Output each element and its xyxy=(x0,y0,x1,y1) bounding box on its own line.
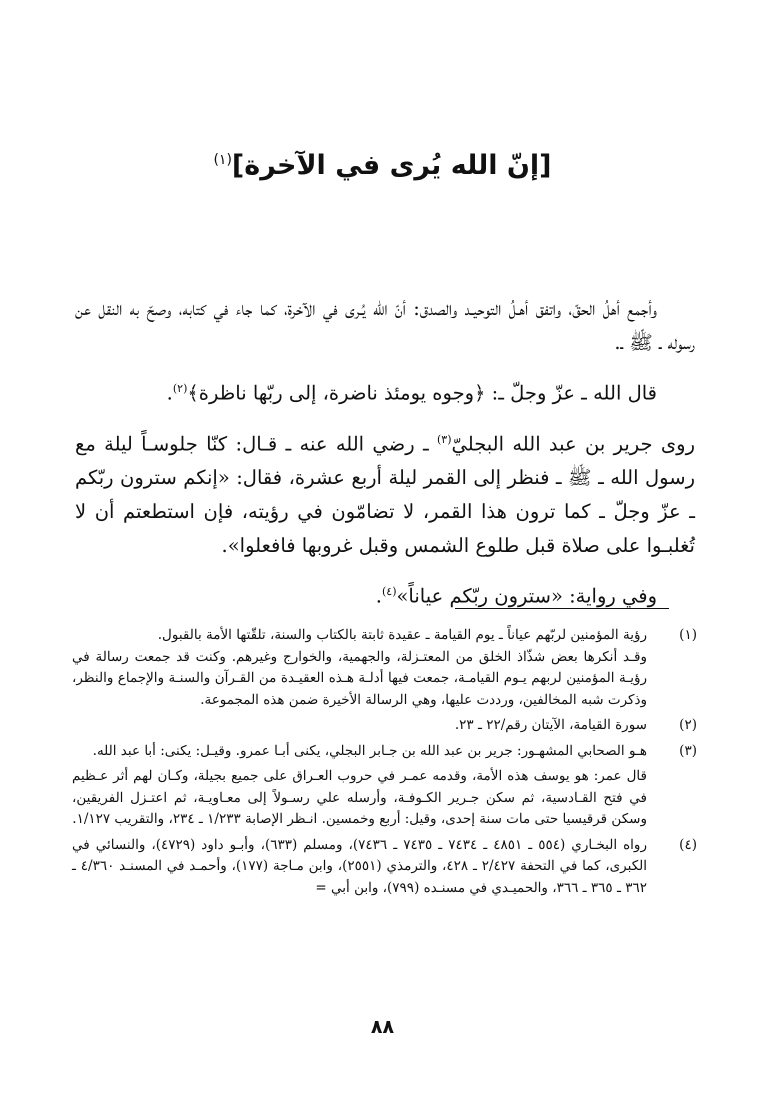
footnote-text: وقـد أنكرها بعض شذّاذ الخلق من المعتـزلة، والجهمية، والخوارج وغيرهم. وكنت قد جمعت رسالة في رؤيـة المؤمنين لربهم يـوم القيامـة، جمعت فيها أدلـة هـذه العقيـدة من القـرآن والسنـة والإجماع والنظر، وذكرت شبه المخالفين، ورددت عليها، وهي الرسالة الأخيرة ضمن هذه المجموعة. xyxy=(72,648,647,708)
paragraph-quran-verse: قال الله ـ عزّ وجلّ ـ: ﴿وجوه يومئذ ناضرة، إلى ربّها ناظرة﴾$^{(٢)}$. xyxy=(166,381,657,405)
footnote-number: (٤) xyxy=(679,836,697,853)
chapter-title-footnote-ref: (١) xyxy=(213,152,232,168)
footnote-number: (٢) xyxy=(679,717,697,733)
footnote-1 xyxy=(72,625,697,711)
riwaya-text: وفي رواية: «سترون ربّكم عياناً» xyxy=(396,584,657,608)
footnote-3 xyxy=(72,741,697,831)
footnote-text: رؤية المؤمنين لربّهم عياناً ـ يوم القيامة ـ عقيدة ثابتة بالكتاب والسنة، تلقّتها الأمة بالقبول. xyxy=(157,627,647,643)
hadith-narrator: روى جرير بن عبد الله البجليّ xyxy=(451,432,695,455)
chapter-title xyxy=(0,150,765,181)
footnote-divider xyxy=(455,608,669,609)
footnote-text: رواه البخـاري (٥٥٤ ـ ٤٨٥١ ـ ٧٤٣٤ ـ ٧٤٣٥ ـ ٧٤٣٦)، ومسلم (٦٣٣)، وأبـو داود (٤٧٢٩)، والنسائي في الكبرى، كما في التحفة ٢/٤٢٧ ـ ٤٢٨، والترمذي (٢٥٥١)، وابن مـاجة (١٧٧)، وأحمـد في المسنـد ٤/٣٦٠ ـ ٣٦٢ ـ ٣٦٥ ـ ٣٦٦، والحميـدي في مسنـده (٧٩٩)، وابن أبي = xyxy=(72,836,648,896)
paragraph-consensus: وأجمع أهلُ الحقّ، واتفق أهـلُ التوحيـد والصدق: أنّ الله يُـرى في الآخرة، كما جاء في كتابه، وصحّ به النقل عن رسوله ـ ﷺ ـ. xyxy=(75,297,695,354)
footnote-ref-2: (٢) xyxy=(172,382,188,395)
page-number: ٨٨ xyxy=(370,1016,395,1038)
footnote-number: (٣) xyxy=(679,742,697,759)
quran-verse-text: قال الله ـ عزّ وجلّ ـ: ﴿وجوه يومئذ ناضرة، إلى ربّها ناظرة﴾ xyxy=(187,381,657,405)
footnote-text: قال عمر: هو يوسف هذه الأمة، وقدمه عمـر في حروب العـراق على جميع بجيلة، وكـان لهم أثر عـظيم في فتح القـادسية، ثم سكن جـرير الكـوفـة، وأرسله علي رسـولاً إلى معـاويـة، ثم اعتـزل الفريقين، وسكن قرقيسيا حتى مات سنة إحدى، وقيل: أربع وخمسين. انـظر الإصابة ١/٢٣٣ ـ ٢٣٤، والتقريب ١/١٢٧. xyxy=(72,768,647,827)
footnotes xyxy=(72,625,697,903)
footnote-ref-3: (٣) xyxy=(436,432,452,446)
footnote-ref-4: (٤) xyxy=(381,585,397,598)
hadith-text: ـ رضي الله عنه ـ قـال: كنّا جلوسـاً ليلة مع رسول الله ـ ﷺ ـ فنظر إلى القمر ليلة أربع عشرة، فقال: «إنكم سترون ربّكم ـ عزّ وجلّ ـ كما ترون هذا القمر، لا تضامّون في رؤيته، فإن استطعتم أن لا تُغلبـوا على صلاة قبل طلوع الشمس وقبل غروبها فافعلوا». xyxy=(75,432,695,557)
footnote-4 xyxy=(72,835,697,900)
chapter-title-text: [إنّ الله يُرى في الآخرة] xyxy=(231,150,552,181)
footnote-text: سورة القيامة، الآيتان رقم/٢٢ ـ ٢٣. xyxy=(454,717,647,733)
footnote-2 xyxy=(72,715,697,737)
paragraph-riwaya: وفي رواية: «سترون ربّكم عياناً»$^{(٤)}$. xyxy=(375,584,657,608)
main-text xyxy=(75,292,695,626)
paragraph-hadith xyxy=(75,423,695,564)
footnote-number: (١) xyxy=(679,627,697,643)
footnote-text: هـو الصحابي المشهـور: جرير بن عبد الله بن جـابر البجلي، يكنى أبـا عمرو. وقيـل: يكنى: أبا عبد الله. xyxy=(92,742,647,759)
